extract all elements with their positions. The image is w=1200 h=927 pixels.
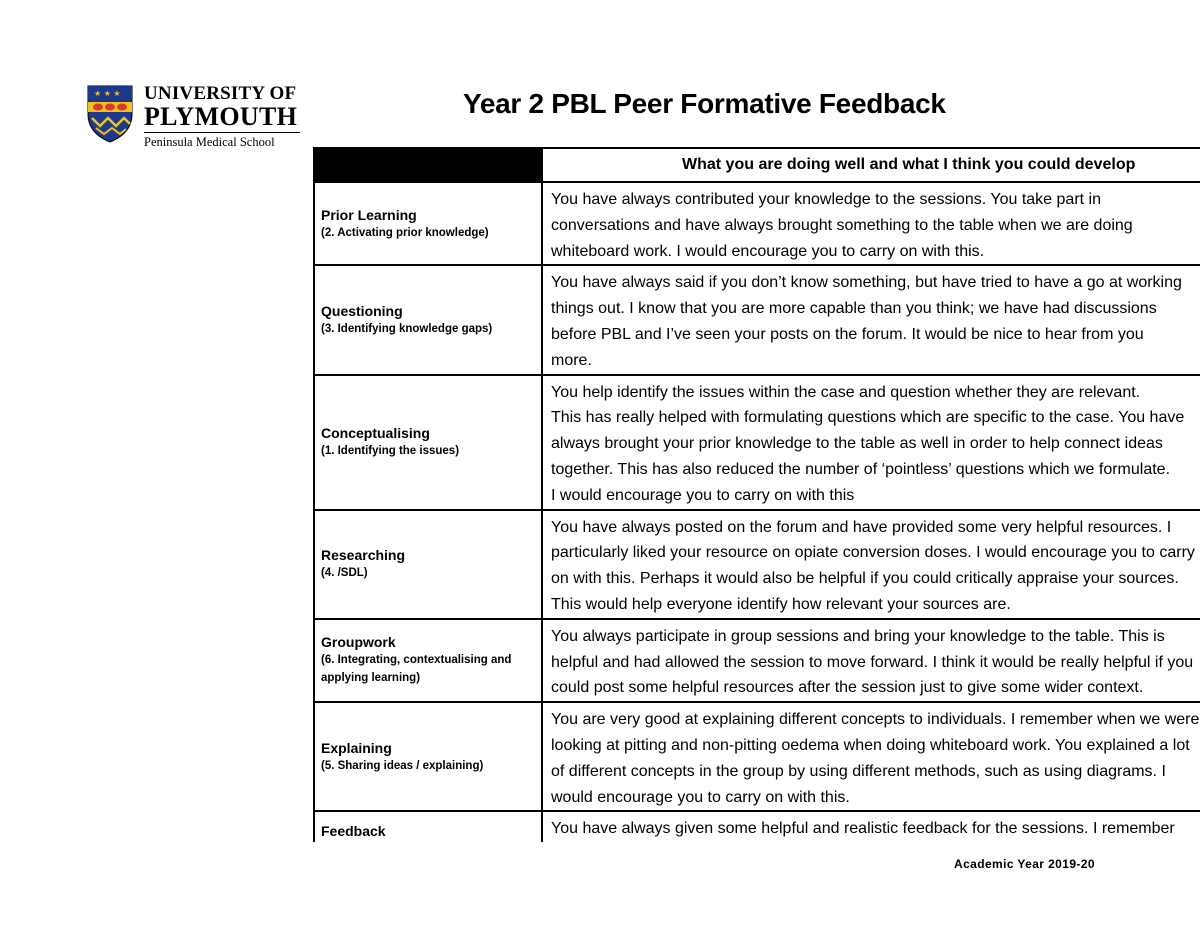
feedback-line: looking at pitting and non-pitting oedema when doing whiteboard work. You explained a lot (551, 736, 1190, 754)
table-row (314, 619, 1200, 702)
feedback-text (543, 511, 1200, 618)
table-row (314, 375, 1200, 510)
feedback-line: helpful and had allowed the session to move forward. I think it would be really helpful if you (551, 653, 1194, 671)
feedback-line: things out. I know that you are more capable than you think; we have had discussions (551, 300, 1157, 318)
feedback-cell (542, 375, 1200, 510)
table-row (314, 510, 1200, 619)
category-name: Feedback (321, 823, 386, 840)
table-row (314, 702, 1200, 811)
category-cell (314, 375, 542, 510)
university-logo (86, 83, 302, 149)
logo-line-2: PLYMOUTH (144, 102, 298, 131)
category-name: Questioning (321, 302, 403, 319)
feedback-text (543, 812, 1200, 842)
feedback-line: conversations and have always brought something to the table when we are doing (551, 216, 1133, 234)
feedback-line: I would encourage you to carry on with this (551, 486, 855, 504)
feedback-table-viewport (313, 147, 1200, 842)
logo-line-3: Peninsula Medical School (144, 135, 275, 149)
feedback-text (543, 183, 1200, 264)
header-feedback-cell (542, 148, 1200, 182)
category-subtitle: (5. Sharing ideas / explaining) (321, 759, 484, 772)
feedback-text (543, 266, 1200, 373)
category-cell (314, 510, 542, 619)
feedback-line: You have always given some helpful and realistic feedback for the sessions. I remember (551, 820, 1175, 838)
feedback-line: particularly liked your resource on opiate conversion doses. I would encourage you to carry (551, 544, 1195, 562)
feedback-text (543, 703, 1200, 810)
feedback-line: could post some helpful resources after the session just to give some wider context. (551, 679, 1144, 697)
feedback-line: This would help everyone identify how relevant your sources are. (551, 595, 1011, 613)
feedback-cell (542, 510, 1200, 619)
category-subtitle: (1. Identifying the issues) (321, 445, 460, 458)
category-name: Explaining (321, 739, 392, 756)
feedback-line: You help identify the issues within the case and question whether they are relevant. (551, 383, 1141, 401)
table-header-row (314, 148, 1200, 182)
feedback-line: whiteboard work. I would encourage you to carry on with this. (551, 242, 985, 260)
category-cell (314, 811, 542, 842)
table-row (314, 265, 1200, 374)
feedback-line: You have always posted on the forum and have provided some very helpful resources. I (551, 518, 1172, 536)
logo-divider (144, 132, 300, 133)
feedback-line: You have always contributed your knowledge to the sessions. You take part in (551, 191, 1101, 208)
category-name: Groupwork (321, 634, 396, 651)
crest-icon (86, 84, 134, 144)
category-subtitle: (2. Activating prior knowledge) (321, 226, 489, 239)
feedback-line: You always participate in group sessions and bring your knowledge to the table. This is (551, 627, 1165, 645)
category-name: Prior Learning (321, 206, 417, 223)
category-cell (314, 702, 542, 811)
header-category-cell (314, 148, 542, 182)
category-subtitle: (3. Identifying knowledge gaps) (321, 322, 493, 335)
category-subtitle (321, 840, 535, 842)
table-row (314, 811, 1200, 842)
feedback-line: of different concepts in the group by using different methods, such as using diagrams. I (551, 762, 1166, 780)
feedback-text (543, 620, 1200, 701)
feedback-cell (542, 265, 1200, 374)
feedback-line: always brought your prior knowledge to the table as well in order to help connect ideas (551, 435, 1163, 453)
table-header-text: What you are doing well and what I think you could develop (682, 156, 1136, 173)
category-name: Conceptualising (321, 425, 430, 442)
category-name: Researching (321, 547, 406, 564)
svg-text:★ ★ ★: ★ ★ ★ (94, 89, 121, 98)
feedback-cell (542, 182, 1200, 265)
academic-year: Academic Year 2019-20 (954, 857, 1095, 871)
feedback-line: together. This has also reduced the number of ‘pointless’ questions which we formulate. (551, 460, 1171, 478)
logo-line-1: UNIVERSITY OF (144, 83, 297, 104)
feedback-line: would encourage you to carry on with this. (551, 788, 850, 806)
category-cell (314, 182, 542, 265)
category-subtitle: (4. /SDL) (321, 567, 368, 580)
feedback-cell (542, 619, 1200, 702)
category-cell (314, 265, 542, 374)
feedback-line: before PBL and I’ve seen your posts on the forum. It would be nice to hear from you (551, 325, 1144, 343)
feedback-text (543, 376, 1200, 509)
page-title: Year 2 PBL Peer Formative Feedback (463, 88, 946, 119)
feedback-line: You have always said if you don’t know something, but have tried to have a go at working (551, 274, 1182, 292)
category-cell (314, 619, 542, 702)
feedback-cell (542, 702, 1200, 811)
feedback-table (313, 147, 1200, 842)
feedback-line: on with this. Perhaps it would also be helpful if you could critically appraise your sources. (551, 570, 1179, 588)
feedback-line: more. (551, 351, 592, 369)
feedback-line: This has really helped with formulating questions which are specific to the case. You have (551, 409, 1185, 427)
feedback-cell (542, 811, 1200, 842)
table-row (314, 182, 1200, 265)
category-subtitle: (6. Integrating, contextualising and applying learning) (321, 654, 512, 685)
feedback-line: You are very good at explaining different concepts to individuals. I remember when we were (551, 711, 1200, 729)
